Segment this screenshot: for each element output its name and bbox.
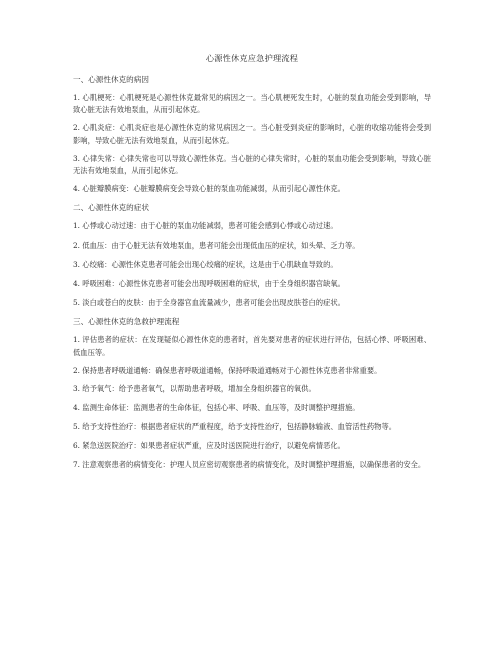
care-step-1: 1. 评估患者的症状：在发现疑似心源性休克的患者时，首先要对患者的症状进行评估，包括心悸、呼吸困难、低血压等。 [73, 335, 431, 357]
symptom-item-5: 5. 淡白或苍白的皮肤：由于全身器官血流量减少，患者可能会出现皮肤苍白的症状。 [73, 298, 345, 308]
care-step-2: 2. 保持患者呼吸道通畅：确保患者呼吸道通畅，保持呼吸道通畅对于心源性休克患者非常重要。 [73, 365, 382, 375]
section-heading-emergency-care: 三、心源性休克的急救护理流程 [73, 317, 180, 327]
symptom-item-1: 1. 心悸或心动过速：由于心脏的泵血功能减弱，患者可能会感到心悸或心动过速。 [73, 221, 338, 231]
section-heading-causes: 一、心源性休克的病因 [73, 75, 149, 84]
cause-item-2: 2. 心肌炎症：心肌炎症也是心源性休克的常见病因之一。当心脏受到炎症的影响时，心脏的收缩功能将会受到影响，导致心脏无法有效地泵血，从而引起休克。 [73, 123, 431, 145]
symptom-item-4: 4. 呼吸困难：心源性休克患者可能会出现呼吸困难的症状，由于全身组织器官缺氧。 [73, 279, 345, 289]
cause-item-3: 3. 心律失常：心律失常也可以导致心源性休克。当心脏的心律失常时，心脏的泵血功能会受到影响，导致心脏无法有效地泵血，从而引起休克。 [73, 153, 431, 176]
care-step-3: 3. 给予氧气：给予患者氧气，以帮助患者呼吸，增加全身组织器官的氧供。 [73, 384, 316, 394]
symptom-item-3: 3. 心绞痛：心源性休克患者可能会出现心绞痛的症状，这是由于心肌缺血导致的。 [73, 259, 338, 269]
document-title: 心源性休克应急护理流程 [205, 53, 299, 63]
document-page [73, 52, 431, 477]
section-heading-symptoms: 二、心源性休克的症状 [73, 203, 149, 213]
cause-item-4: 4. 心脏瓣膜病变：心脏瓣膜病变会导致心脏的泵血功能减弱，从而引起心源性休克。 [73, 184, 345, 194]
care-step-6: 6. 紧急送医院治疗：如果患者症状严重，应及时送医院进行治疗，以避免病情恶化。 [73, 440, 345, 450]
cause-item-1: 1. 心肌梗死：心肌梗死是心源性休克最常见的病因之一。当心肌梗死发生时，心脏的泵血功能会受到影响，导致心脏无法有效地泵血，从而引起休克。 [73, 93, 431, 115]
care-step-7: 7. 注意观察患者的病情变化：护理人员应密切观察患者的病情变化，及时调整护理措施，以确保患者的安全。 [73, 459, 426, 469]
care-step-4: 4. 监测生命体征：监测患者的生命体征，包括心率、呼吸、血压等，及时调整护理措施。 [73, 403, 360, 413]
care-step-5: 5. 给予支持性治疗：根据患者症状的严重程度，给予支持性治疗，包括静脉输液、血管活性药物等。 [73, 422, 397, 432]
symptom-item-2: 2. 低血压：由于心脏无法有效地泵血，患者可能会出现低血压的症状，如头晕、乏力等。 [73, 240, 360, 250]
